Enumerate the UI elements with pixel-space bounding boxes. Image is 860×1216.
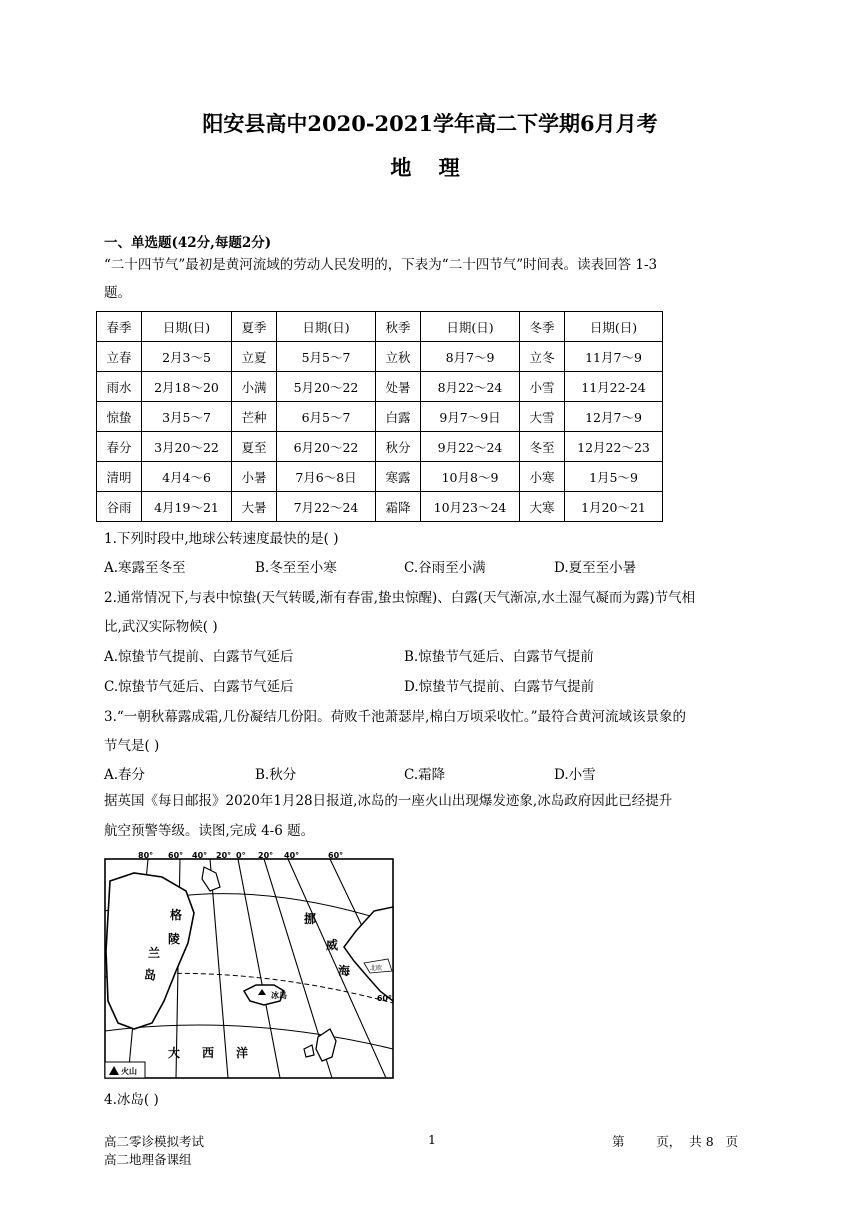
table-cell: 6月20～22 <box>277 432 376 462</box>
table-cell: 9月22～24 <box>421 432 520 462</box>
iceland-region-map <box>104 851 394 1079</box>
table-header-cell: 日期(日) <box>142 312 232 342</box>
lon-label: 40° <box>192 851 208 860</box>
table-cell: 8月22～24 <box>421 372 520 402</box>
intro-text-2: 题。 <box>104 285 131 301</box>
q3-stem-1: 3.“一朝秋幕露成霜,几份凝结几份阳。荷败千池萧瑟岸,棉白万顷采收忙。”最符合黄河流域该景象的 <box>104 709 687 725</box>
table-cell: 11月22-24 <box>565 372 663 402</box>
footer-group-name: 高二地理备课组 <box>104 1152 192 1167</box>
norway-sea-label: 挪 <box>304 912 317 926</box>
table-header-cell: 冬季 <box>520 312 565 342</box>
footer-exam-name: 高二零诊模拟考试 <box>104 1134 205 1149</box>
intro2-text-1: 据英国《每日邮报》2020年1月28日报道,冰岛的一座火山出现爆发迹象,冰岛政府因此已经提升 <box>104 793 673 809</box>
table-cell: 雨水 <box>97 372 142 402</box>
page-info: 第 页， 共 8 页 <box>612 1134 739 1149</box>
table-cell: 小暑 <box>232 462 277 492</box>
lon-label: 20° <box>216 851 232 860</box>
table-row <box>97 402 663 432</box>
atlantic-label: 大 <box>168 1046 181 1060</box>
table-cell: 谷雨 <box>97 492 142 522</box>
table-cell: 小满 <box>232 372 277 402</box>
lon-label: 60° <box>168 851 184 860</box>
norway-sea-label: 海 <box>338 964 351 978</box>
table-cell: 1月20～21 <box>565 492 663 522</box>
table-cell: 9月7～9日 <box>421 402 520 432</box>
table-cell: 6月5～7 <box>277 402 376 432</box>
greenland-label: 岛 <box>144 968 157 982</box>
table-cell: 12月7～9 <box>565 402 663 432</box>
q3-option-d: D.小雪 <box>554 767 596 783</box>
table-cell: 2月3～5 <box>142 342 232 372</box>
table-cell: 芒种 <box>232 402 277 432</box>
table-cell: 3月20～22 <box>142 432 232 462</box>
solar-terms-table <box>96 311 663 522</box>
table-row <box>97 462 663 492</box>
q1-option-a: A.寒露至冬至 <box>104 560 186 576</box>
table-cell: 4月19～21 <box>142 492 232 522</box>
q3-option-c: C.霜降 <box>404 767 446 783</box>
intro-text-1: “二十四节气”最初是黄河流域的劳动人民发明的，下表为“二十四节气”时间表。读表回答 1-3 <box>104 257 658 273</box>
table-header-row <box>97 312 663 342</box>
table-cell: 处暑 <box>376 372 421 402</box>
subject-title: 地 理 <box>390 155 470 180</box>
table-cell: 大暑 <box>232 492 277 522</box>
q4-stem: 4.冰岛( ) <box>104 1092 159 1108</box>
lon-label: 0° <box>236 851 246 860</box>
table-header-cell: 夏季 <box>232 312 277 342</box>
table-cell: 8月7～9 <box>421 342 520 372</box>
table-header-cell: 日期(日) <box>565 312 663 342</box>
table-cell: 10月8～9 <box>421 462 520 492</box>
table-cell: 7月22～24 <box>277 492 376 522</box>
table-cell: 惊蛰 <box>97 402 142 432</box>
table-cell: 11月7～9 <box>565 342 663 372</box>
lon-label: 40° <box>284 851 300 860</box>
table-cell: 清明 <box>97 462 142 492</box>
table-header-cell: 秋季 <box>376 312 421 342</box>
q2-option-d: D.惊蛰节气提前、白露节气提前 <box>404 679 595 695</box>
scandinavia-label: 北欧 <box>370 965 383 972</box>
q1-option-d: D.夏至至小暑 <box>554 560 637 576</box>
atlantic-label: 西 <box>202 1046 215 1060</box>
table-cell: 5月5～7 <box>277 342 376 372</box>
table-cell: 立夏 <box>232 342 277 372</box>
q3-option-a: A.春分 <box>104 767 146 783</box>
table-cell: 霜降 <box>376 492 421 522</box>
q2-stem-2: 比,武汉实际物候( ) <box>104 619 218 635</box>
table-cell: 秋分 <box>376 432 421 462</box>
table-cell: 立春 <box>97 342 142 372</box>
page-number: 1 <box>428 1132 436 1147</box>
table-row <box>97 342 663 372</box>
table-row <box>97 372 663 402</box>
q2-option-c: C.惊蛰节气延后、白露节气延后 <box>104 679 294 695</box>
table-cell: 小雪 <box>520 372 565 402</box>
norway-sea-label: 威 <box>326 938 339 952</box>
table-cell: 春分 <box>97 432 142 462</box>
lat-label: 60° <box>376 994 392 1003</box>
q2-option-b: B.惊蛰节气延后、白露节气提前 <box>404 649 594 665</box>
atlantic-label: 洋 <box>236 1046 249 1060</box>
greenland-label: 陵 <box>168 932 181 946</box>
map-legend <box>105 1062 145 1078</box>
intro2-text-2: 航空预警等级。读图,完成 4-6 题。 <box>104 823 315 839</box>
greenland-label: 格 <box>170 908 183 922</box>
table-cell: 白露 <box>376 402 421 432</box>
q2-stem-1: 2.通常情况下,与表中惊蛰(天气转暖,渐有春雷,蛰虫惊醒)、白露(天气渐凉,水土湿气凝而为露)节气相 <box>104 590 696 606</box>
table-cell: 5月20～22 <box>277 372 376 402</box>
section-heading: 一、单选题(42分,每题2分) <box>104 235 272 251</box>
q1-stem: 1.下列时段中,地球公转速度最快的是( ) <box>104 531 339 547</box>
table-cell: 小寒 <box>520 462 565 492</box>
lon-label: 80° <box>138 851 154 860</box>
page-title: 阳安县高中2020-2021学年高二下学期6月月考 <box>202 111 658 136</box>
table-header-cell: 春季 <box>97 312 142 342</box>
table-cell: 4月4～6 <box>142 462 232 492</box>
q1-option-c: C.谷雨至小满 <box>404 560 486 576</box>
table-cell: 1月5～9 <box>565 462 663 492</box>
table-header-cell: 日期(日) <box>277 312 376 342</box>
q2-option-a: A.惊蛰节气提前、白露节气延后 <box>104 649 294 665</box>
iceland-label: 冰岛 <box>271 990 287 1000</box>
table-cell: 大雪 <box>520 402 565 432</box>
q3-option-b: B.秋分 <box>255 767 297 783</box>
table-cell: 夏至 <box>232 432 277 462</box>
table-cell: 3月5～7 <box>142 402 232 432</box>
lon-label: 60° <box>328 851 344 860</box>
table-cell: 7月6～8日 <box>277 462 376 492</box>
table-cell: 12月22～23 <box>565 432 663 462</box>
table-cell: 寒露 <box>376 462 421 492</box>
legend-label: 火山 <box>121 1066 137 1076</box>
table-cell: 大寒 <box>520 492 565 522</box>
table-header-cell: 日期(日) <box>421 312 520 342</box>
table-cell: 冬至 <box>520 432 565 462</box>
table-cell: 立冬 <box>520 342 565 372</box>
table-row <box>97 432 663 462</box>
q1-option-b: B.冬至至小寒 <box>255 560 337 576</box>
greenland-label: 兰 <box>148 946 161 960</box>
table-cell: 2月18～20 <box>142 372 232 402</box>
q3-stem-2: 节气是( ) <box>104 738 160 754</box>
table-cell: 立秋 <box>376 342 421 372</box>
table-row <box>97 492 663 522</box>
table-cell: 10月23～24 <box>421 492 520 522</box>
lon-label: 20° <box>258 851 274 860</box>
